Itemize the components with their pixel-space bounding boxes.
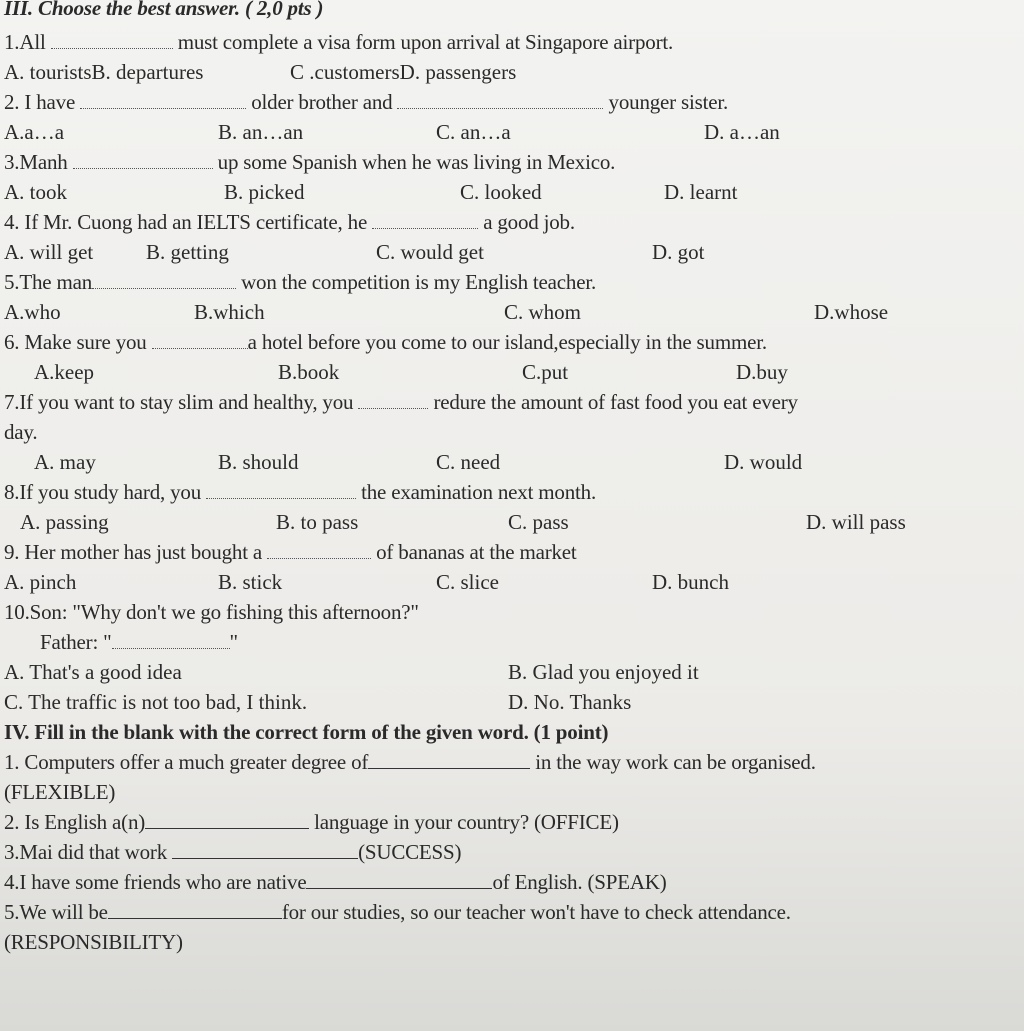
section-iii-heading: III. Choose the best answer. ( 2,0 pts ) [4, 0, 324, 20]
q6-option-d[interactable]: D.buy [736, 360, 788, 384]
q10-option-d[interactable]: D. No. Thanks [508, 690, 632, 714]
fill-item-1-word: (FLEXIBLE) [4, 780, 116, 804]
q2-option-d[interactable]: D. a…an [704, 120, 780, 144]
question-7: 7.If you want to stay slim and healthy, you redure the amount of fast food you eat every [4, 390, 798, 414]
q1-option-cd[interactable]: C .customersD. passengers [290, 60, 517, 84]
fill-item-5: 5.We will be for our studies, so our teacher won't have to check attendance. [4, 900, 791, 924]
question-9: 9. Her mother has just bought a of bananas at the market [4, 540, 577, 564]
q7-option-b[interactable]: B. should [218, 450, 299, 474]
q2-option-a[interactable]: A.a…a [4, 120, 65, 144]
q6-option-a[interactable]: A.keep [34, 360, 95, 384]
q4-option-a[interactable]: A. will get [4, 240, 94, 264]
q3-option-c[interactable]: C. looked [460, 180, 542, 204]
q9-option-c[interactable]: C. slice [436, 570, 499, 594]
q7-option-c[interactable]: C. need [436, 450, 501, 474]
fill-item-5-word: (RESPONSIBILITY) [4, 930, 183, 954]
q10-option-c[interactable]: C. The traffic is not too bad, I think. [4, 690, 308, 714]
q6-option-b[interactable]: B.book [278, 360, 340, 384]
q8-option-b[interactable]: B. to pass [276, 510, 359, 534]
q7-option-a[interactable]: A. may [34, 450, 96, 474]
question-7-continued: day. [4, 420, 38, 444]
q10-option-a[interactable]: A. That's a good idea [4, 660, 182, 684]
fill-item-1: 1. Computers offer a much greater degree of in the way work can be organised. [4, 750, 816, 774]
q5-option-c[interactable]: C. whom [504, 300, 582, 324]
q3-option-d[interactable]: D. learnt [664, 180, 738, 204]
q6-option-c[interactable]: C.put [522, 360, 569, 384]
fill-item-3: 3.Mai did that work (SUCCESS) [4, 840, 462, 864]
q9-option-d[interactable]: D. bunch [652, 570, 729, 594]
q5-option-a[interactable]: A.who [4, 300, 61, 324]
q4-option-d[interactable]: D. got [652, 240, 705, 264]
q2-option-c[interactable]: C. an…a [436, 120, 511, 144]
q9-option-b[interactable]: B. stick [218, 570, 283, 594]
q2-option-b[interactable]: B. an…an [218, 120, 304, 144]
fill-item-4: 4.I have some friends who are native of English. (SPEAK) [4, 870, 667, 894]
q8-option-a[interactable]: A. passing [20, 510, 109, 534]
q1-option-ab[interactable]: A. touristsB. departures [4, 60, 204, 84]
q10-option-b[interactable]: B. Glad you enjoyed it [508, 660, 699, 684]
q8-option-c[interactable]: C. pass [508, 510, 569, 534]
question-1: 1.All must complete a visa form upon arrival at Singapore airport. [4, 30, 674, 54]
q4-option-b[interactable]: B. getting [146, 240, 229, 264]
q5-option-d[interactable]: D.whose [814, 300, 889, 324]
fill-item-2: 2. Is English a(n) language in your country? (OFFICE) [4, 810, 619, 834]
q9-option-a[interactable]: A. pinch [4, 570, 77, 594]
question-10-father: Father: " " [40, 630, 238, 654]
q8-option-d[interactable]: D. will pass [806, 510, 906, 534]
question-5: 5.The man won the competition is my English teacher. [4, 270, 597, 294]
question-4: 4. If Mr. Cuong had an IELTS certificate, he a good job. [4, 210, 575, 234]
q4-option-c[interactable]: C. would get [376, 240, 484, 264]
q3-option-a[interactable]: A. took [4, 180, 67, 204]
question-2: 2. I have older brother and younger sister. [4, 90, 729, 114]
q3-option-b[interactable]: B. picked [224, 180, 305, 204]
question-6: 6. Make sure you a hotel before you come to our island,especially in the summer. [4, 330, 767, 354]
question-8: 8.If you study hard, you the examination next month. [4, 480, 597, 504]
question-3: 3.Manh up some Spanish when he was living in Mexico. [4, 150, 616, 174]
q7-option-d[interactable]: D. would [724, 450, 803, 474]
question-10: 10.Son: "Why don't we go fishing this afternoon?" [4, 600, 419, 624]
section-iv-heading: IV. Fill in the blank with the correct form of the given word. (1 point) [4, 720, 609, 744]
q5-option-b[interactable]: B.which [194, 300, 265, 324]
